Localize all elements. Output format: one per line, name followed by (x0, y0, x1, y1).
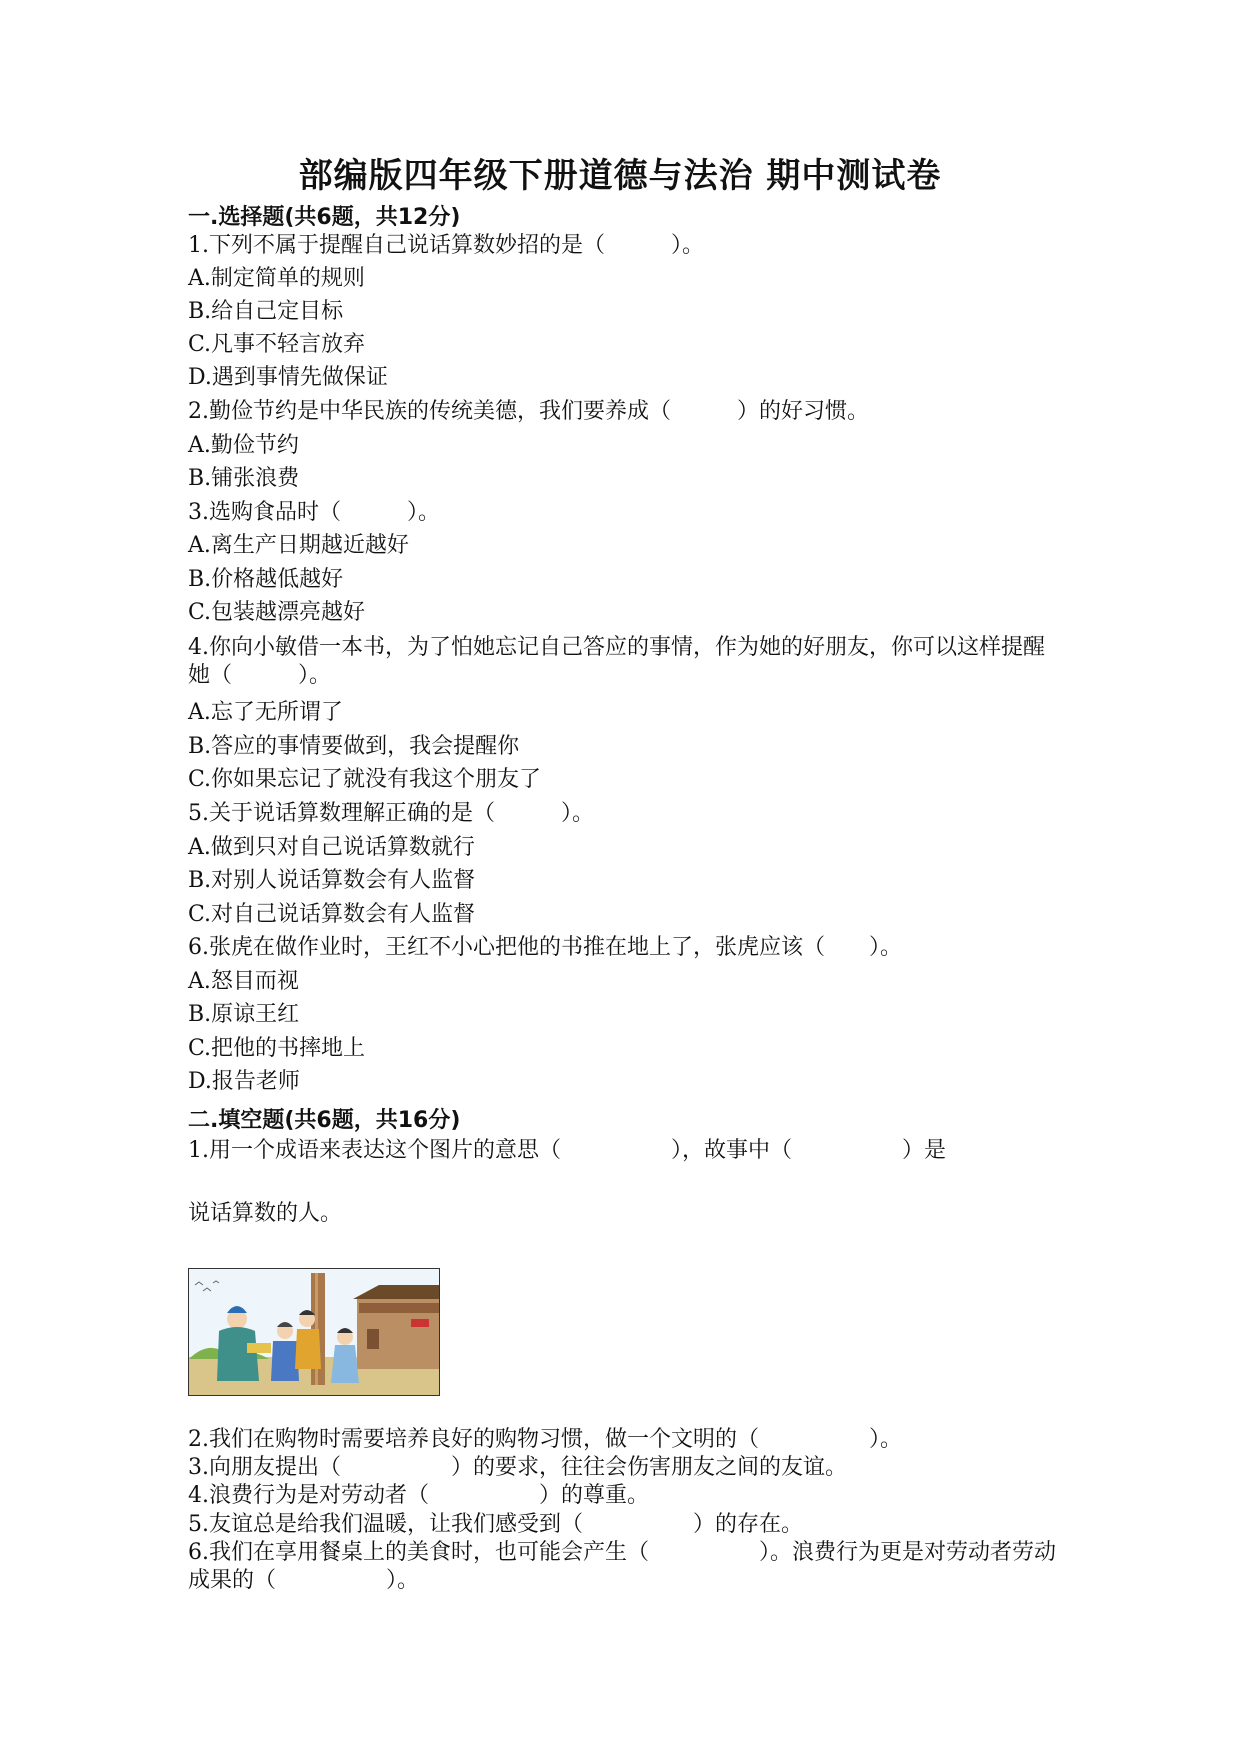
choice-q6-option-c: C.把他的书摔地上 (188, 1036, 366, 1061)
fill-q2: 2.我们在购物时需要培养良好的购物习惯，做一个文明的（ ）。 (188, 1427, 902, 1452)
choice-q3-stem: 3.选购食品时（ ）。 (188, 500, 440, 525)
choice-q1-option-c: C.凡事不轻言放弃 (188, 332, 366, 357)
choice-q2-option-a: A.勤俭节约 (188, 433, 299, 458)
fill-q4: 4.浪费行为是对劳动者（ ）的尊重。 (188, 1483, 649, 1508)
exam-title: 部编版四年级下册道德与法治 期中测试卷 (298, 156, 942, 196)
choice-q5-stem: 5.关于说话算数理解正确的是（ ）。 (188, 801, 594, 826)
choice-q5-option-a: A.做到只对自己说话算数就行 (188, 835, 475, 860)
story-illustration-drawing (189, 1269, 439, 1395)
choice-q1-option-b: B.给自己定目标 (188, 299, 344, 324)
choice-q4-option-b: B.答应的事情要做到，我会提醒你 (188, 734, 520, 759)
choice-q5-option-c: C.对自己说话算数会有人监督 (188, 902, 476, 927)
section-choice-heading: 一.选择题(共6题，共12分) (188, 205, 461, 230)
choice-q6-option-b: B.原谅王红 (188, 1002, 300, 1027)
choice-q1-option-d: D.遇到事情先做保证 (188, 365, 388, 390)
choice-q3-option-c: C.包装越漂亮越好 (188, 600, 366, 625)
choice-q5-option-b: B.对别人说话算数会有人监督 (188, 868, 476, 893)
choice-q4-stem: 4.你向小敏借一本书，为了怕她忘记自己答应的事情，作为她的好朋友，你可以这样提醒她（ ）。 (188, 635, 1045, 688)
section-fill-heading: 二.填空题(共6题，共16分) (188, 1108, 461, 1133)
choice-q2-option-b: B.铺张浪费 (188, 466, 300, 491)
choice-q1-stem: 1.下列不属于提醒自己说话算数妙招的是（ ）。 (188, 233, 704, 258)
choice-q6-option-a: A.怒目而视 (188, 969, 299, 994)
choice-q3-option-a: A.离生产日期越近越好 (188, 533, 409, 558)
choice-q1-option-a: A.制定简单的规则 (188, 266, 365, 291)
fill-q6: 6.我们在享用餐桌上的美食时，也可能会产生（ ）。浪费行为更是对劳动者劳动成果的（ ）。 (188, 1540, 1056, 1593)
choice-q6-option-d: D.报告老师 (188, 1069, 300, 1094)
fill-q5: 5.友谊总是给我们温暖，让我们感受到（ ）的存在。 (188, 1512, 803, 1537)
choice-q4-option-c: C.你如果忘记了就没有我这个朋友了 (188, 767, 542, 792)
fill-q3: 3.向朋友提出（ ）的要求，往往会伤害朋友之间的友谊。 (188, 1455, 847, 1480)
fill-q1-line1: 1.用一个成语来表达这个图片的意思（ ），故事中（ ）是 (188, 1138, 946, 1163)
choice-q3-option-b: B.价格越低越好 (188, 567, 344, 592)
story-illustration (188, 1268, 440, 1396)
choice-q4-option-a: A.忘了无所谓了 (188, 700, 343, 725)
fill-q1-line2: 说话算数的人。 (188, 1201, 343, 1226)
choice-q2-stem: 2.勤俭节约是中华民族的传统美德，我们要养成（ ）的好习惯。 (188, 399, 869, 424)
choice-q6-stem: 6.张虎在做作业时，王红不小心把他的书推在地上了，张虎应该（ ）。 (188, 935, 902, 960)
